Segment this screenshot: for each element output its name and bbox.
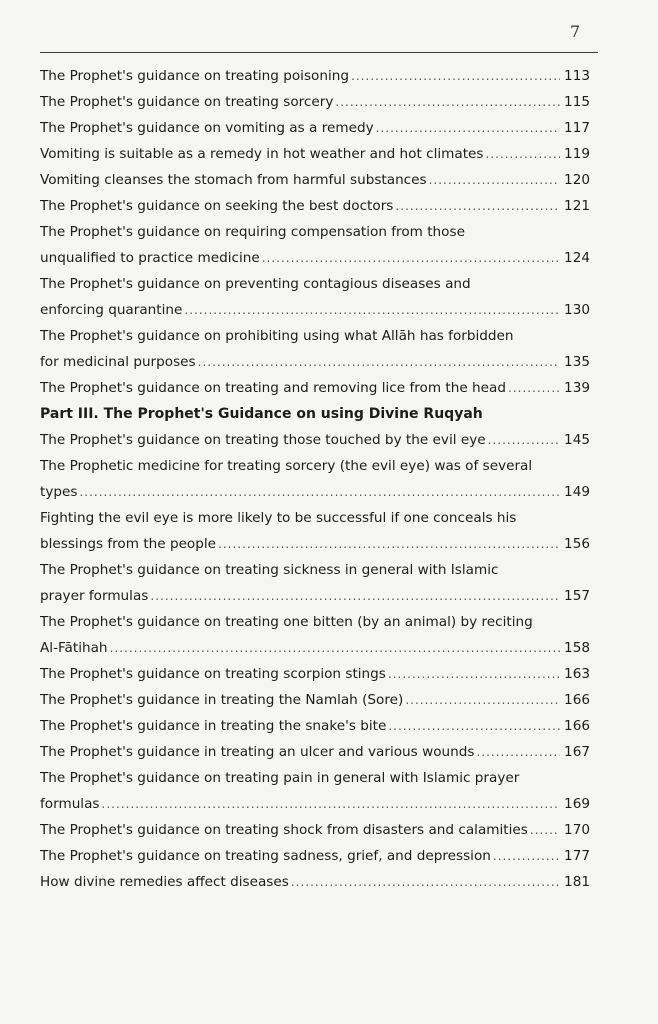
toc-entry-text: unqualified to practice medicine [40,250,260,266]
toc-entry-line [40,219,590,245]
toc-entry-text: The Prophetic medicine for treating sorcery (the evil eye) was of several [40,458,533,474]
toc-page-number: 166 [564,718,590,734]
toc-entry-line [40,271,590,297]
toc-page-number: 167 [564,744,590,760]
toc-page-number: 120 [564,172,590,188]
toc-entry [40,635,590,661]
toc-page-number: 117 [564,120,590,136]
toc-entry-text: The Prophet's guidance on treating sickness in general with Islamic [40,562,499,578]
toc-entry-text: The Prophet's guidance in treating an ulcer and various wounds [40,744,475,760]
toc-entry [40,245,590,271]
toc-page-number: 135 [564,354,590,370]
toc-entry-line [40,453,590,479]
toc-entry-text: Al-Fātihah [40,640,108,656]
toc-entry [40,739,590,765]
toc-entry-line [40,323,590,349]
toc-entry-text: blessings from the people [40,536,217,552]
toc-entry [40,531,590,557]
dot-leader [508,375,560,401]
toc-entry-line [40,505,590,531]
toc-entry-text: The Prophet's guidance on preventing contagious diseases and [40,276,471,292]
toc-entry-text: The Prophet's guidance on requiring compensation from those [40,224,465,240]
toc-entry [40,869,590,895]
toc-entry [40,63,590,89]
toc-page-number: 115 [564,94,590,110]
toc-entry-line [40,765,590,791]
header-rule [40,52,598,53]
toc-page-number: 121 [564,198,590,214]
toc-entry [40,89,590,115]
toc-page-number: 169 [564,796,590,812]
toc-entry-text: The Prophet's guidance on vomiting as a remedy [40,120,374,136]
dot-leader [218,531,560,557]
toc-entry-text: The Prophet's guidance in treating the snake's bite [40,718,387,734]
dot-leader [395,193,560,219]
toc-page-number: 166 [564,692,590,708]
toc-page-number: 139 [564,380,590,396]
toc-page-number: 119 [564,146,590,162]
toc-entry-text: Vomiting cleanses the stomach from harmful substances [40,172,427,188]
toc-entry-text: The Prophet's guidance on treating pain in general with Islamic prayer [40,770,520,786]
toc-entry-line [40,609,590,635]
toc-entry-text: Fighting the evil eye is more likely to be successful if one conceals his [40,510,517,526]
toc-entry [40,193,590,219]
dot-leader [335,89,560,115]
dot-leader [388,661,560,687]
page-number: 7 [570,22,581,41]
toc-entry-line [40,557,590,583]
toc-entry-text: prayer formulas [40,588,149,604]
toc-entry [40,583,590,609]
toc-entry [40,115,590,141]
dot-leader [150,583,560,609]
toc-entry-text: The Prophet's guidance on treating one bitten (by an animal) by reciting [40,614,533,630]
toc-entry [40,427,590,453]
dot-leader [388,713,560,739]
toc-page-number: 149 [564,484,590,500]
dot-leader [429,167,560,193]
dot-leader [376,115,560,141]
toc-entry [40,661,590,687]
toc-page-number: 145 [564,432,590,448]
toc-entry-text: The Prophet's guidance on prohibiting using what Allāh has forbidden [40,328,514,344]
table-of-contents [40,63,590,895]
dot-leader [110,635,560,661]
toc-entry-text: The Prophet's guidance on treating sorcery [40,94,334,110]
toc-entry-text: types [40,484,78,500]
dot-leader [198,349,560,375]
dot-leader [488,427,560,453]
toc-page-number: 130 [564,302,590,318]
toc-entry [40,141,590,167]
toc-entry [40,817,590,843]
toc-entry-text: How divine remedies affect diseases [40,874,289,890]
toc-entry-text: The Prophet's guidance on treating scorpion stings [40,666,386,682]
toc-entry-text: for medicinal purposes [40,354,196,370]
toc-page-number: 157 [564,588,590,604]
dot-leader [485,141,560,167]
dot-leader [530,817,560,843]
toc-page-number: 170 [564,822,590,838]
dot-leader [262,245,560,271]
toc-page-number: 163 [564,666,590,682]
toc-entry-text: Vomiting is suitable as a remedy in hot weather and hot climates [40,146,484,162]
toc-page-number: 113 [564,68,590,84]
toc-entry-text: The Prophet's guidance on seeking the best doctors [40,198,394,214]
dot-leader [493,843,560,869]
toc-entry-text: The Prophet's guidance on treating those touched by the evil eye [40,432,486,448]
toc-page-number: 181 [564,874,590,890]
toc-entry-text: formulas [40,796,100,812]
dot-leader [405,687,560,713]
toc-page-number: 158 [564,640,590,656]
dot-leader [476,739,560,765]
toc-entry [40,167,590,193]
toc-entry [40,479,590,505]
toc-entry-text: The Prophet's guidance on treating shock from disasters and calamities [40,822,528,838]
toc-entry-text: The Prophet's guidance in treating the Namlah (Sore) [40,692,404,708]
toc-page-number: 156 [564,536,590,552]
toc-entry [40,843,590,869]
dot-leader [291,869,560,895]
toc-entry-text: The Prophet's guidance on treating and removing lice from the head [40,380,506,396]
toc-entry-text: The Prophet's guidance on treating sadness, grief, and depression [40,848,491,864]
toc-entry [40,297,590,323]
toc-entry [40,713,590,739]
toc-entry [40,375,590,401]
toc-entry-text: The Prophet's guidance on treating poisoning [40,68,349,84]
part-heading: Part III. The Prophet's Guidance on using Divine Ruqyah [40,406,483,422]
toc-entry-text: enforcing quarantine [40,302,183,318]
toc-entry [40,687,590,713]
toc-entry [40,349,590,375]
toc-entry [40,791,590,817]
dot-leader [184,297,560,323]
dot-leader [351,63,560,89]
toc-page-number: 124 [564,250,590,266]
dot-leader [79,479,560,505]
dot-leader [102,791,561,817]
toc-page-number: 177 [564,848,590,864]
